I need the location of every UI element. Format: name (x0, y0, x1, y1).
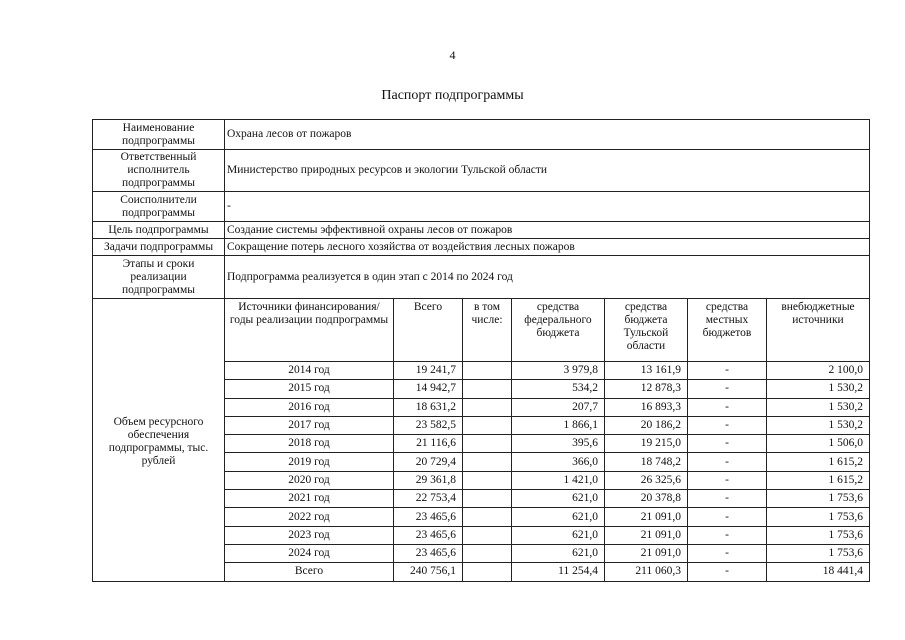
funding-cell-regional: 12 878,3 (605, 380, 688, 398)
funding-cell-extrabudget: 1 753,6 (767, 508, 870, 526)
funding-cell-local: - (688, 563, 767, 581)
funding-cell-including (463, 490, 512, 508)
funding-cell-regional: 19 215,0 (605, 435, 688, 453)
funding-cell-local: - (688, 471, 767, 489)
funding-cell-total: 22 753,4 (394, 490, 463, 508)
passport-row-tasks (93, 239, 870, 256)
header-total: Всего (394, 299, 463, 362)
funding-cell-extrabudget: 1 506,0 (767, 435, 870, 453)
funding-cell-federal: 621,0 (512, 526, 605, 544)
label-tasks: Задачи подпрограммы (93, 239, 225, 256)
funding-row (225, 380, 869, 398)
funding-row (225, 490, 869, 508)
funding-cell-federal: 366,0 (512, 453, 605, 471)
funding-header-row (225, 299, 869, 362)
value-tasks: Сокращение потерь лесного хозяйства от воздействия лесных пожаров (225, 239, 870, 256)
funding-cell-year: 2022 год (225, 508, 394, 526)
funding-row (225, 544, 869, 562)
funding-cell-federal: 621,0 (512, 544, 605, 562)
funding-cell-regional: 16 893,3 (605, 398, 688, 416)
funding-cell-total: 240 756,1 (394, 563, 463, 581)
funding-cell-extrabudget: 1 615,2 (767, 453, 870, 471)
funding-cell-extrabudget: 1 753,6 (767, 526, 870, 544)
label-funding: Объем ресурсного обеспечения подпрограммы, тыс. рублей (93, 299, 225, 582)
funding-cell-regional: 26 325,6 (605, 471, 688, 489)
funding-row (225, 362, 869, 380)
funding-cell (225, 299, 870, 582)
funding-cell-total: 23 465,6 (394, 508, 463, 526)
funding-cell-local: - (688, 416, 767, 434)
funding-cell-including (463, 380, 512, 398)
funding-cell-year: 2017 год (225, 416, 394, 434)
funding-cell-including (463, 526, 512, 544)
page-title: Паспорт подпрограммы (381, 88, 524, 103)
funding-cell-year: Всего (225, 563, 394, 581)
funding-cell-extrabudget: 1 530,2 (767, 380, 870, 398)
funding-cell-local: - (688, 398, 767, 416)
funding-cell-total: 14 942,7 (394, 380, 463, 398)
funding-cell-regional: 21 091,0 (605, 526, 688, 544)
funding-cell-extrabudget: 1 753,6 (767, 490, 870, 508)
value-coexecutors: - (225, 192, 870, 222)
header-including: в том числе: (463, 299, 512, 362)
funding-cell-federal: 207,7 (512, 398, 605, 416)
funding-row (225, 416, 869, 434)
value-stages: Подпрограмма реализуется в один этап с 2014 по 2024 год (225, 256, 870, 299)
funding-row (225, 471, 869, 489)
header-local: средства местных бюджетов (688, 299, 767, 362)
value-goal: Создание системы эффективной охраны лесов от пожаров (225, 222, 870, 239)
funding-cell-total: 23 465,6 (394, 544, 463, 562)
funding-cell-including (463, 362, 512, 380)
funding-cell-year: 2020 год (225, 471, 394, 489)
funding-cell-year: 2024 год (225, 544, 394, 562)
funding-row (225, 398, 869, 416)
passport-row-coexecutors (93, 192, 870, 222)
value-name: Охрана лесов от пожаров (225, 120, 870, 150)
funding-cell-total: 20 729,4 (394, 453, 463, 471)
funding-row (225, 508, 869, 526)
header-sources: Источники финансирования/ годы реализации подпрограммы (225, 299, 394, 362)
funding-cell-year: 2015 год (225, 380, 394, 398)
passport-row-executor (93, 150, 870, 192)
funding-cell-local: - (688, 453, 767, 471)
funding-cell-extrabudget: 1 753,6 (767, 544, 870, 562)
funding-cell-including (463, 453, 512, 471)
header-regional: средства бюджета Тульской области (605, 299, 688, 362)
funding-cell-year: 2021 год (225, 490, 394, 508)
funding-row (225, 435, 869, 453)
funding-cell-local: - (688, 508, 767, 526)
funding-body (225, 362, 869, 581)
label-coexecutors: Соисполнители подпрограммы (93, 192, 225, 222)
passport-row-funding (93, 299, 870, 582)
funding-cell-regional: 13 161,9 (605, 362, 688, 380)
funding-cell-year: 2023 год (225, 526, 394, 544)
label-goal: Цель подпрограммы (93, 222, 225, 239)
funding-cell-including (463, 563, 512, 581)
funding-cell-federal: 621,0 (512, 508, 605, 526)
funding-cell-including (463, 544, 512, 562)
funding-total-row (225, 563, 869, 581)
funding-cell-local: - (688, 380, 767, 398)
header-extrabudget: внебюджетные источники (767, 299, 870, 362)
funding-cell-extrabudget: 18 441,4 (767, 563, 870, 581)
funding-cell-year: 2018 год (225, 435, 394, 453)
funding-cell-regional: 211 060,3 (605, 563, 688, 581)
funding-cell-including (463, 416, 512, 434)
funding-table (225, 299, 869, 581)
value-executor: Министерство природных ресурсов и экологии Тульской области (225, 150, 870, 192)
funding-row (225, 526, 869, 544)
funding-cell-local: - (688, 526, 767, 544)
funding-cell-federal: 1 421,0 (512, 471, 605, 489)
funding-cell-federal: 3 979,8 (512, 362, 605, 380)
funding-cell-regional: 21 091,0 (605, 508, 688, 526)
funding-cell-including (463, 435, 512, 453)
funding-cell-local: - (688, 544, 767, 562)
funding-cell-regional: 20 378,8 (605, 490, 688, 508)
funding-cell-including (463, 508, 512, 526)
passport-table (92, 119, 870, 582)
funding-cell-federal: 621,0 (512, 490, 605, 508)
funding-row (225, 453, 869, 471)
passport-row-goal (93, 222, 870, 239)
funding-cell-year: 2014 год (225, 362, 394, 380)
label-stages: Этапы и сроки реализации подпрограммы (93, 256, 225, 299)
funding-cell-extrabudget: 1 530,2 (767, 398, 870, 416)
funding-cell-extrabudget: 1 615,2 (767, 471, 870, 489)
funding-cell-total: 18 631,2 (394, 398, 463, 416)
funding-cell-total: 21 116,6 (394, 435, 463, 453)
funding-cell-regional: 21 091,0 (605, 544, 688, 562)
passport-row-name (93, 120, 870, 150)
funding-cell-regional: 20 186,2 (605, 416, 688, 434)
funding-cell-local: - (688, 435, 767, 453)
funding-cell-year: 2016 год (225, 398, 394, 416)
funding-cell-including (463, 398, 512, 416)
funding-cell-federal: 11 254,4 (512, 563, 605, 581)
funding-cell-federal: 534,2 (512, 380, 605, 398)
funding-cell-including (463, 471, 512, 489)
label-executor: Ответственный исполнитель подпрограммы (93, 150, 225, 192)
header-federal: средства федерального бюджета (512, 299, 605, 362)
label-name: Наименование подпрограммы (93, 120, 225, 150)
funding-cell-total: 29 361,8 (394, 471, 463, 489)
funding-cell-extrabudget: 1 530,2 (767, 416, 870, 434)
funding-cell-year: 2019 год (225, 453, 394, 471)
funding-cell-local: - (688, 490, 767, 508)
passport-row-stages (93, 256, 870, 299)
funding-cell-federal: 395,6 (512, 435, 605, 453)
funding-cell-regional: 18 748,2 (605, 453, 688, 471)
funding-cell-total: 23 465,6 (394, 526, 463, 544)
page-number: 4 (449, 48, 456, 62)
funding-cell-federal: 1 866,1 (512, 416, 605, 434)
funding-cell-extrabudget: 2 100,0 (767, 362, 870, 380)
funding-cell-total: 19 241,7 (394, 362, 463, 380)
funding-cell-total: 23 582,5 (394, 416, 463, 434)
funding-cell-local: - (688, 362, 767, 380)
